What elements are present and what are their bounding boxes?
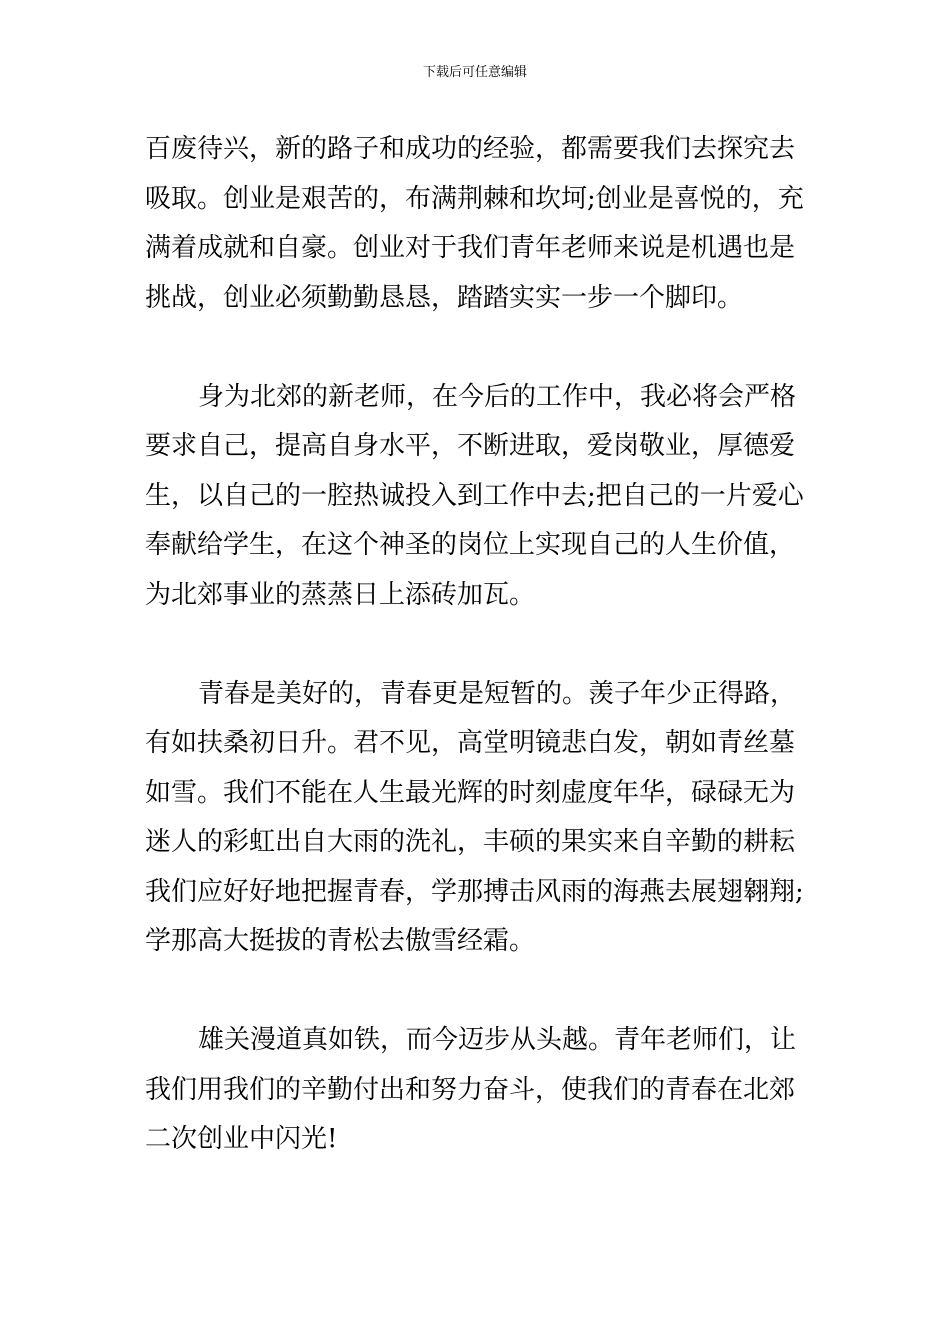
text-line: 我们用我们的辛勤付出和努力奋斗，使我们的青春在北郊 xyxy=(145,1074,796,1105)
page-header: 下载后可任意编辑 xyxy=(422,65,527,80)
text-line: 挑战，创业必须勤勤恳恳，踏踏实实一步一个脚印。 xyxy=(145,282,744,313)
text-line: 奉献给学生，在这个神圣的岗位上实现自己的人生价值， xyxy=(145,530,796,560)
text-line: 如雪。我们不能在人生最光辉的时刻虚度年华，碌碌无为 xyxy=(145,777,796,808)
text-line: 吸取。创业是艰苦的，布满荆棘和坎坷;创业是喜悦的，充 xyxy=(145,183,804,214)
text-line: 有如扶桑初日升。君不见，高堂明镜悲白发，朝如青丝墓 xyxy=(145,728,796,758)
text-line: 满着成就和自豪。创业对于我们青年老师来说是机遇也是 xyxy=(145,233,796,263)
text-line-first: 青春是美好的，青春更是短暂的。羡子年少正得路， xyxy=(198,678,797,709)
text-line: 我们应好好地把握青春，学那搏击风雨的海燕去展翅翱翔; xyxy=(145,876,804,907)
text-line: 百废待兴，新的路子和成功的经验，都需要我们去探究去 xyxy=(145,134,796,164)
text-line: 要求自己，提高自身水平，不断进取，爱岗敬业，厚德爱 xyxy=(145,431,796,461)
text-line: 为北郊事业的蒸蒸日上添砖加瓦。 xyxy=(145,579,536,610)
document-body xyxy=(145,125,810,1165)
text-line: 二次创业中闪光! xyxy=(145,1124,338,1154)
text-line-first: 雄关漫道真如铁，而今迈步从头越。青年老师们，让 xyxy=(198,1025,797,1055)
text-line: 迷人的彩虹出自大雨的洗礼，丰硕的果实来自辛勤的耕耘 xyxy=(145,827,796,857)
text-line-first: 身为北郊的新老师，在今后的工作中，我必将会严格 xyxy=(198,381,797,412)
paragraph-spacer xyxy=(145,967,810,1017)
text-line: 学那高大挺拔的青松去傲雪经霜。 xyxy=(145,926,536,956)
paragraph-3 xyxy=(145,670,810,967)
paragraph-spacer xyxy=(145,323,810,373)
paragraph-1 xyxy=(145,125,810,323)
paragraph-2 xyxy=(145,373,810,621)
text-line: 生，以自己的一腔热诚投入到工作中去;把自己的一片爱心 xyxy=(145,480,804,511)
paragraph-4 xyxy=(145,1016,810,1165)
paragraph-spacer xyxy=(145,620,810,670)
